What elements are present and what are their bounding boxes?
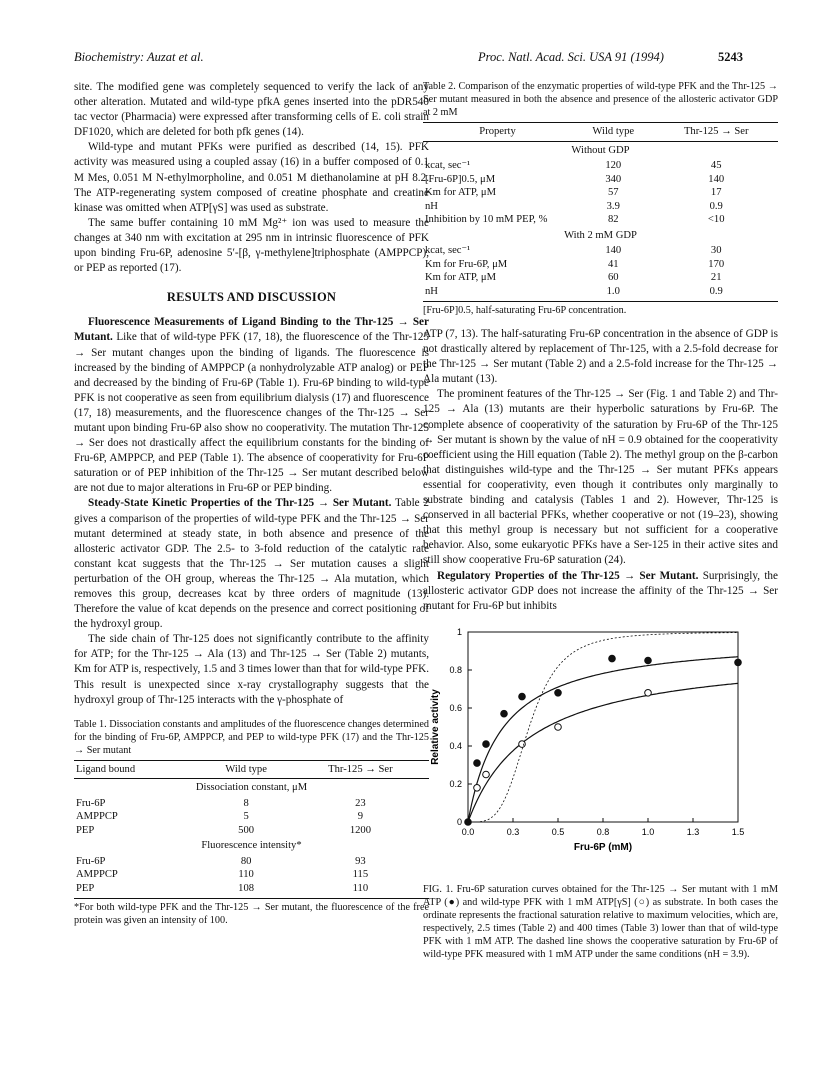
table-cell: 5 — [243, 811, 249, 823]
y-tick-label: 0.4 — [449, 740, 462, 751]
table-1 — [74, 718, 429, 928]
series-0-point — [519, 693, 526, 700]
paragraph — [423, 569, 778, 614]
table-section-label: Without GDP — [571, 144, 630, 156]
table-cell: kcat, sec⁻¹ — [425, 245, 471, 256]
y-tick-label: 0.6 — [449, 702, 462, 713]
table-row — [423, 213, 778, 227]
series-1-point — [474, 784, 481, 791]
table-cell: Km for ATP, μM — [425, 272, 497, 283]
x-tick-label: 1.0 — [641, 826, 655, 837]
table-cell: 45 — [710, 160, 722, 171]
table-cell: 82 — [607, 214, 619, 225]
series-0-point — [735, 659, 742, 666]
series-0-point — [474, 760, 481, 767]
table-cell: Km for ATP, μM — [425, 187, 497, 198]
series-1-point — [645, 689, 652, 696]
table-cell: AMPPCP — [76, 811, 118, 823]
series-0-point — [645, 657, 652, 664]
table-1-footnote: *For both wild-type PFK and the Thr-125 → Ser mutant, the fluorescence of the free protein was given an intensity of 100. — [74, 902, 429, 927]
table-2-footnote: [Fru-6P]0.5, half-saturating Fru-6P concentration. — [423, 305, 627, 316]
x-tick-label: 0.0 — [461, 826, 475, 837]
series-0-point — [609, 655, 616, 662]
paragraph: The same buffer containing 10 mM Mg²⁺ ion was used to measure the changes at 340 nm with excitation at 295 nm in intrinsic fluorescence of PFK upon binding Fru-6P, adenosine 5′-[β, γ-methylene]triphosphate (AMPPCP), or PEP as reported (17). — [74, 216, 429, 275]
table-cell: 41 — [607, 258, 619, 270]
paragraph-text: Surprisingly, the allosteric activator GDP does not increase the affinity of the Thr-125 → Ser mutant for Fru-6P but inhibits — [423, 569, 778, 612]
table-header: Thr-125 → Ser — [654, 123, 778, 142]
x-tick-label: 0.3 — [506, 826, 520, 837]
table-row — [423, 200, 778, 214]
series-2-curve — [468, 632, 738, 821]
table-cell: 3.9 — [606, 200, 620, 212]
table-1-caption: Table 1. Dissociation constants and amplitudes of the fluorescence changes determined for the binding of Fru-6P, AMPPCP, and PEP to wild-type PFK (17) and the Thr-125 → Ser mutant — [74, 718, 429, 756]
table-cell: 1.0 — [572, 285, 654, 302]
table-cell: 110 — [238, 869, 254, 881]
run-in-heading: Fluorescence Measurements of Ligand Binding to the Thr-125 → Ser Mutant. — [74, 316, 429, 344]
table-cell: 110 — [292, 882, 429, 899]
table-cell: PEP — [74, 882, 200, 899]
table-cell: 9 — [357, 811, 364, 823]
table-cell: 340 — [605, 173, 622, 185]
running-head-right: Proc. Natl. Acad. Sci. USA 91 (1994) — [478, 50, 664, 64]
table-row — [74, 797, 429, 811]
table-cell: <10 — [707, 214, 725, 225]
paragraph-text: Table 2 gives a comparison of the properties of wild-type PFK and the Thr-125 → Ser mutant determined at steady state, in both absence and presence of the allosteric activator GDP. The 2.5- to 3-fold reduction of the catalytic rate constant kcat suggests that the Thr-125 → Ser mutation causes a slight perturbation of the OH group, whereas the Thr-125 → Ala mutation, which removes this group, decreases kcat by three orders of magnitude (13). Therefore the value of kcat depends on the presence and correct positioning of the hydroxyl group. — [74, 497, 429, 631]
table-cell: 170 — [708, 258, 725, 270]
table-cell: Km for Fru-6P, μM — [425, 258, 508, 270]
table-header: Ligand bound — [74, 760, 200, 779]
paragraph — [74, 315, 429, 496]
series-0-point — [483, 741, 490, 748]
table-row — [74, 824, 429, 838]
table-cell: 0.9 — [709, 200, 723, 212]
table-cell: nH — [423, 285, 572, 302]
table-cell: Fru-6P — [76, 855, 106, 867]
paragraph: site. The modified gene was completely sequenced to verify the lack of any other alteration. Mutated and wild-type pfkA genes inserted into the pDR540 tac vector (Pharmacia) were expressed after transforming cells of E. coli strain DF1020, which are deleted for both pfk genes (14). — [74, 81, 429, 139]
paragraph: The prominent features of the Thr-125 → Ser (Fig. 1 and Table 2) and Thr-125 → Ala (13) mutants are their hyperbolic saturations by Fru-6P. The complete absence of cooperativity of the saturation by Fru-6P of the Thr-125 → Ser mutant is shown by the value of nH = 0.9 obtained for the cooperativity coefficient using the Hill equation (Table 2). The methyl group on the β-carbon that distinguishes wild-type and the Thr-125 → Ser mutant PFKs appears essential for cooperativity, even though it contributes only marginally to substrate binding and catalysis (Tables 1 and 2). However, Thr-125 is conserved in all bacterial PFKs, whether cooperative or not (19–23), showing that this methyl group is necessary but not sufficient for a cooperative behavior. Also, some eukaryotic PFKs have a Ser-125 in their active sites and still show cooperative Fru-6P saturation (24). — [423, 388, 778, 567]
table-cell: AMPPCP — [76, 869, 118, 881]
table-cell: 57 — [607, 187, 619, 198]
table-2-caption: Table 2. Comparison of the enzymatic properties of wild-type PFK and the Thr-125 → Ser mutant measured in both the absence and presence of the allosteric activator GDP at 2 mM — [423, 81, 778, 118]
table-cell: nH — [425, 200, 438, 212]
table-cell: 21 — [710, 272, 722, 283]
table-header: Thr-125 → Ser — [292, 760, 429, 779]
section-heading: RESULTS AND DISCUSSION — [166, 290, 337, 305]
right-column — [423, 80, 778, 961]
series-0-point — [501, 710, 508, 717]
table-cell: 115 — [352, 869, 369, 881]
page-number: 5243 — [718, 50, 743, 64]
y-tick-label: 0.2 — [449, 778, 462, 789]
left-column — [74, 80, 429, 927]
table-header: Property — [423, 123, 572, 142]
y-axis-label: Relative activity — [430, 688, 441, 765]
table-cell: PEP — [76, 824, 95, 836]
x-tick-label: 1.3 — [686, 826, 700, 837]
table-cell: 60 — [607, 272, 619, 283]
table-cell: 93 — [355, 855, 366, 867]
table-2 — [423, 80, 778, 317]
table-row — [74, 855, 429, 869]
paragraph-text: Like that of wild-type PFK (17, 18), the fluorescence of the Thr-125 → Ser mutant changes upon the binding of ligands. The fluorescence is increased by the binding of AMPPCP (a nonhydrolyzable ATP analog) or PEP and decreased by the binding of Fru-6P (Table 1). Fru-6P binding to wild-type PFK is not cooperative as seen from equilibrium dialysis (17) and fluorescence (17, 18) measurements, and the fluorescence changes of the Thr-125 → Ser mutant upon binding Fru-6P also show no cooperativity. The mutation Thr-125 → Ser does not drastically affect the equilibrium constants for the binding of Fru-6P, AMPPCP, and PEP (Table 1). The absence of cooperativity for Fru-6P saturation or of PEP inhibition of the Thr-125 → Ser mutant described below are not due to major alterations in Fru-6P or PEP binding. — [74, 331, 430, 495]
table-row — [74, 882, 429, 899]
run-in-heading: Regulatory Properties of the Thr-125 → Ser Mutant. — [437, 569, 699, 582]
table-cell: Inhibition by 10 mM PEP, % — [425, 214, 548, 225]
run-in-heading: Steady-State Kinetic Properties of the Thr-125 → Ser Mutant. — [88, 497, 392, 510]
table-cell: 140 — [605, 245, 622, 256]
y-tick-label: 0.8 — [449, 664, 462, 675]
table-cell: Fru-6P — [76, 797, 106, 809]
saturation-chart — [423, 622, 778, 877]
table-cell: 23 — [355, 797, 366, 809]
table-row — [423, 159, 778, 173]
x-tick-label: 0.8 — [596, 826, 610, 837]
figure-1-caption: FIG. 1. Fru-6P saturation curves obtained for the Thr-125 → Ser mutant with 1 mM ATP (●) and wild-type PFK with 1 mM ATP[γS] (○) as substrate. In both cases the ordinate represents the fractional saturation relative to maximum velocities, which are, respectively, 2.5 times (Table 2) and 400 times (Table 3) lower than that of wild-type PFK with 1 mM ATP. The dashed line shows the cooperative saturation by Fru-6P of wild-type PFK measured with 1 mM ATP under the same conditions (nH = 3.9). — [423, 883, 778, 960]
table-section-label: With 2 mM GDP — [564, 229, 637, 241]
x-tick-label: 1.5 — [731, 826, 745, 837]
table-cell: [Fru-6P]0.5, μM — [425, 173, 496, 185]
table-row — [423, 173, 778, 187]
paragraph: Wild-type and mutant PFKs were purified as described (14, 15). PFK activity was measured using a coupled assay (16) in a buffer composed of 0.1 M Mes, 0.051 M N-ethylmorpholine, and 0.051 M diethanolamine at pH 8.2. The ATP-regenerating system composed of creatine phosphate and creatine kinase was omitted when ATP[γS] was used as substrate. — [74, 141, 429, 214]
x-axis-label: Fru-6P (mM) — [573, 841, 633, 853]
table-row — [74, 810, 429, 824]
table-cell: 30 — [710, 245, 722, 256]
table-cell: 1200 — [349, 824, 371, 836]
series-0-curve — [468, 656, 738, 821]
series-1-curve — [468, 683, 738, 822]
table-cell: 80 — [240, 855, 252, 867]
table-cell: 17 — [710, 187, 722, 198]
table-cell: 120 — [605, 160, 622, 171]
table-cell: kcat, sec⁻¹ — [425, 160, 471, 171]
paragraph: The side chain of Thr-125 does not significantly contribute to the affinity for ATP; for the Thr-125 → Ala (13) and Thr-125 → Ser (Table 2) mutants, Km for ATP is, respectively, 1.5 and 3 times lower than that for wild-type PFK. This result is unexpected since x-ray crystallography suggests that the hydroxyl group of Thr-125 interacts with the γ-phosphate of — [74, 633, 429, 706]
table-header: Wild type — [200, 760, 291, 779]
figure-1 — [423, 622, 778, 877]
x-tick-label: 0.5 — [551, 826, 565, 837]
series-0-point — [555, 689, 562, 696]
series-1-point — [483, 771, 490, 778]
table-row — [74, 868, 429, 882]
table-row — [423, 258, 778, 272]
table-cell: 108 — [200, 882, 291, 899]
table-row — [423, 186, 778, 200]
paragraph: ATP (7, 13). The half-saturating Fru-6P concentration in the absence of GDP is not drastically altered by replacement of Thr-125, with a 2.5-fold decrease for the Thr-125 → Ser mutant (Table 2) and a 2.5-fold increase for the Thr-125 → Ala mutant (13). — [423, 328, 778, 386]
table-section-label: Fluorescence intensity* — [201, 840, 302, 852]
series-1-point — [519, 741, 526, 748]
table-cell: 500 — [238, 824, 255, 836]
table-cell: 8 — [243, 797, 249, 809]
table-cell: 140 — [708, 173, 725, 185]
table-row — [423, 271, 778, 285]
table-cell: 0.9 — [654, 285, 778, 302]
y-tick-label: 0 — [456, 816, 462, 827]
table-header: Wild type — [572, 123, 654, 142]
running-head-left: Biochemistry: Auzat et al. — [74, 50, 204, 64]
paragraph — [74, 496, 429, 632]
table-row — [423, 244, 778, 258]
table-section-label: Dissociation constant, μM — [195, 782, 308, 794]
table-row — [423, 285, 778, 302]
series-1-point — [555, 723, 562, 730]
y-tick-label: 1 — [456, 626, 462, 637]
